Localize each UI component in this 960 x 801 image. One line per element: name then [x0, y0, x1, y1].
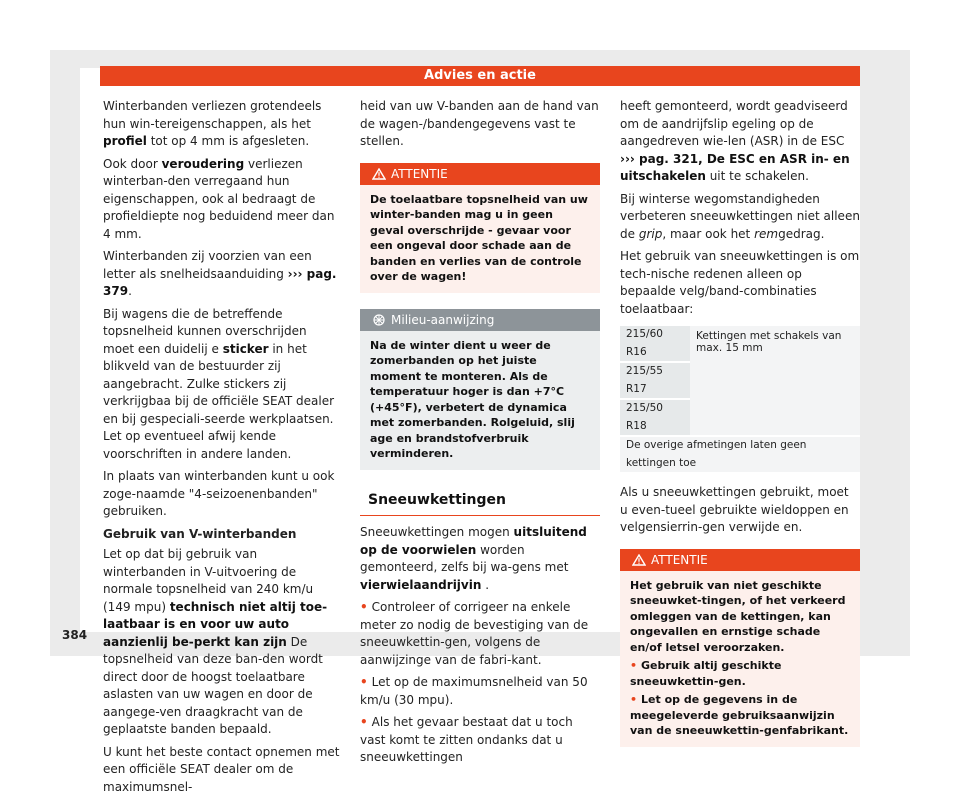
leaf-icon: [372, 313, 386, 327]
paragraph: heid van uw V-banden aan de hand van de wagen-/bandengegevens vast te stellen.: [360, 99, 599, 148]
bullet-item: • Gebruik altij geschikte sneeuwkettin-gen.: [630, 658, 850, 689]
table-row: [620, 326, 860, 362]
paragraph: Winterbanden zij voorzien van een letter als snelheidsaanduiding ››› pag. 379.: [103, 249, 337, 298]
warning-header: ATTENTIE: [620, 549, 860, 571]
warning-text: Het gebruik van niet geschikte sneeuwket-tingen, of het verkeerd omleggen van de kettingen, kan ongevallen en ernstige schade en/of letsel veroorzaken. • Gebruik altij geschikte sneeuwkettin-gen. • Let op de gegevens in de meegeleverde gebruiksaanwijzin van de sneeuwkettin-genfabrikant.: [620, 571, 860, 747]
paragraph: U kunt het beste contact opnemen met een officiële SEAT dealer om de maximumsnel-: [103, 744, 340, 794]
page-header: Advies en actie: [100, 66, 860, 86]
paragraph: Bij wagens die de betreffende topsnelheid kunnen overschrijden moet een duidelij e sticker in het blikveld van de bestuurder zij aangebracht. Zulke stickers zij verkrijgbaa bij de officiële SEAT dealer en bij gespeciali-seerde werkplaatsen. Let op eventueel afwij kende voorschriften in andere landen.: [103, 306, 335, 461]
page-number: 384: [62, 628, 88, 642]
bullet-item: • Let op de gegevens in de meegeleverde gebruiksaanwijzin van de sneeuwkettin-genfabrikant.: [630, 692, 850, 739]
warning-box: [620, 549, 860, 747]
paragraph: Sneeuwkettingen mogen uitsluitend op de voorwielen worden gemonteerd, zelfs bij wa-gens met vierwielaandrijvin .: [360, 525, 587, 592]
paragraph: heeft gemonteerd, wordt geadviseerd om de aandrijfslip egeling op de aangedreven wie-len (ASR) in de ESC ››› pag. 321, De ESC en ASR in- en uitschakelen uit te schakelen.: [620, 99, 850, 183]
paragraph: In plaats van winterbanden kunt u ook zoge-naamde "4-seizoenenbanden" gebruiken.: [103, 469, 335, 518]
paragraph: Winterbanden verliezen grotendeels hun win-tereigenschappen, als het profiel tot op 4 mm is afgesleten.: [103, 99, 322, 148]
paragraph: Ook door veroudering verliezen winterban-den verregaand hun eigenschappen, ook al bedraagt de profieldiepte nog beduidend meer dan 4 mm.: [103, 156, 335, 241]
environment-header: Milieu-aanwijzing: [360, 309, 600, 331]
table-cell: 215/50 R18: [620, 399, 690, 436]
paragraph: Als u sneeuwkettingen gebruikt, moet u even-tueel gebruikte wieldoppen en velgensierrin-gen verwijde en.: [620, 485, 849, 534]
column-1: [103, 98, 340, 801]
subheading: Gebruik van V-winterbanden: [103, 526, 297, 541]
table-note: Kettingen met schakels van max. 15 mm: [690, 326, 860, 436]
paragraph: Het gebruik van sneeuwkettingen is om tech-nische redenen alleen op bepaalde velg/band-combinaties toelaatbaar:: [620, 249, 860, 316]
warning-box: [360, 163, 600, 293]
page-link[interactable]: ››› pag. 379: [103, 266, 337, 298]
environment-box: [360, 309, 600, 470]
paragraph: Let op dat bij gebruik van winterbanden in V-uitvoering de normale topsnelheid van 240 km/u (149 mpu) technisch niet altij toe-laatbaar is en voor uw auto aanzienlij be-perkt kan zijn De topsnelheid van deze ban-den wordt direct door de hoogst toelaatbare aslasten van uw wagen en door de aangege-ven draagkracht van de geplaatste banden bepaald.: [103, 547, 328, 736]
bullet-item: • Als het gevaar bestaat dat u toch vast komt te zitten ondanks dat u sneeuwkettingen: [360, 714, 600, 767]
warning-triangle-icon: [632, 554, 646, 566]
table-cell: 215/55 R17: [620, 362, 690, 399]
bullet-item: • Let op de maximumsnelheid van 50 km/u (30 mpu).: [360, 674, 600, 709]
paragraph: Bij winterse wegomstandigheden verbeteren sneeuwkettingen niet alleen de grip, maar ook het remgedrag.: [620, 191, 860, 241]
bullet-item: • Controleer of corrigeer na enkele meter zo nodig de bevestiging van de sneeuwkettin-gen, volgens de aanwijzinge van de fabri-kant.: [360, 599, 600, 669]
environment-text: Na de winter dient u weer de zomerbanden op het juiste moment te monteren. Als de temperatuur hoger is dan +7°C (+45°F), verbetert de dynamica met zomerbanden. Rolgeluid, slij age en brandstofverbruik verminderen.: [370, 338, 575, 460]
warning-header: ATTENTIE: [360, 163, 600, 185]
table-cell: 215/60 R16: [620, 326, 690, 362]
table-row: [620, 436, 860, 473]
section-title: Sneeuwkettingen: [360, 492, 600, 517]
chain-size-table: [620, 326, 860, 474]
column-2: [360, 98, 600, 772]
table-footer: De overige afmetingen laten geen kettingen toe: [620, 436, 860, 473]
page-link[interactable]: ››› pag. 321, De ESC en ASR in- en uitschakelen: [620, 151, 850, 183]
warning-triangle-icon: [372, 168, 386, 180]
column-3: [620, 98, 860, 747]
warning-text: De toelaatbare topsnelheid van uw winter-banden mag u in geen geval overschrijde - gevaar voor een ongeval door schade aan de banden en verlies van de controle over de wagen!: [370, 192, 588, 283]
